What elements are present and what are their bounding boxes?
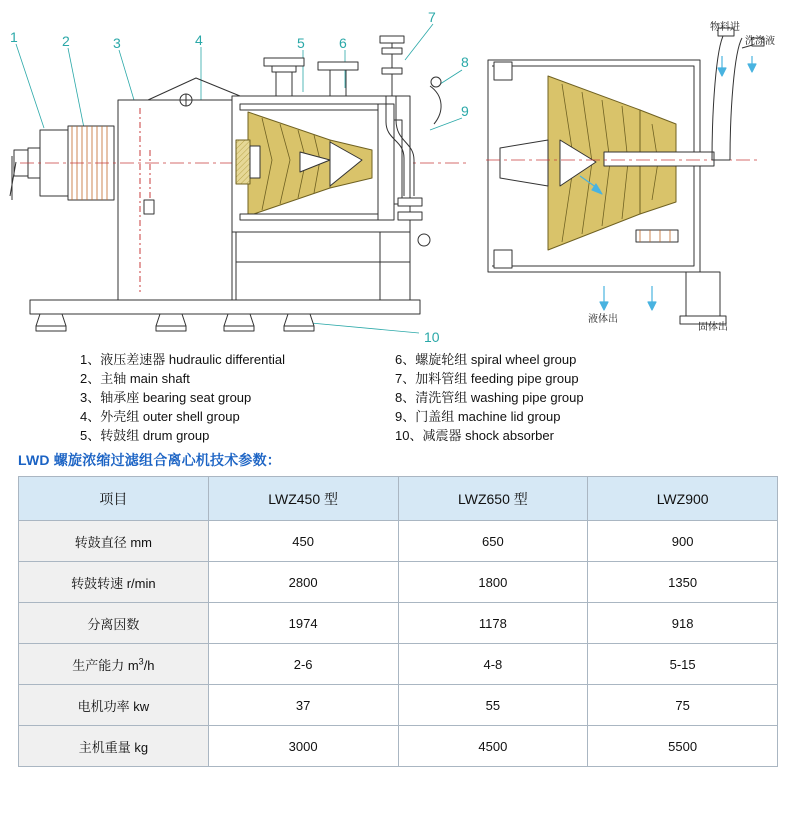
callout-number: 3 bbox=[113, 35, 121, 51]
spec-table bbox=[18, 476, 778, 767]
spec-table-wrapper bbox=[18, 476, 778, 767]
cell-value: 55 bbox=[398, 685, 588, 726]
callout-number: 10 bbox=[424, 329, 440, 345]
flow-label-liquid-out: 液体出 bbox=[588, 314, 618, 325]
legend-item: 1、液压差速器 hudraulic differential bbox=[80, 352, 285, 367]
callout-number: 1 bbox=[10, 29, 18, 45]
callout-number: 7 bbox=[428, 9, 436, 25]
table-row bbox=[19, 562, 778, 603]
column-header-lwz900: LWZ900 bbox=[588, 477, 778, 521]
table-header-row bbox=[19, 477, 778, 521]
column-header-lwz450: LWZ450 型 bbox=[208, 477, 398, 521]
table-row bbox=[19, 726, 778, 767]
machine-diagram bbox=[0, 0, 796, 350]
legend-item: 4、外壳组 outer shell group bbox=[80, 409, 240, 424]
cell-value: 37 bbox=[208, 685, 398, 726]
legend-item: 8、清洗管组 washing pipe group bbox=[395, 390, 584, 405]
cell-value: 1800 bbox=[398, 562, 588, 603]
cell-value: 1350 bbox=[588, 562, 778, 603]
row-label: 转鼓转速 r/min bbox=[19, 562, 209, 603]
row-label: 分离因数 bbox=[19, 603, 209, 644]
legend-item: 7、加料管组 feeding pipe group bbox=[395, 371, 579, 386]
column-header-lwz650: LWZ650 型 bbox=[398, 477, 588, 521]
callout-number: 4 bbox=[195, 32, 203, 48]
legend-item: 9、门盖组 machine lid group bbox=[395, 409, 561, 424]
legend-column-left bbox=[80, 350, 285, 445]
table-row bbox=[19, 521, 778, 562]
table-row bbox=[19, 685, 778, 726]
cell-value: 650 bbox=[398, 521, 588, 562]
legend-item: 10、减震器 shock absorber bbox=[395, 428, 554, 443]
cell-value: 918 bbox=[588, 603, 778, 644]
table-row bbox=[19, 603, 778, 644]
flow-label-material-in: 物料进 bbox=[710, 22, 740, 33]
cell-value: 900 bbox=[588, 521, 778, 562]
cell-value: 5-15 bbox=[588, 644, 778, 685]
row-label: 转鼓直径 mm bbox=[19, 521, 209, 562]
column-header-item: 项目 bbox=[19, 477, 209, 521]
legend-item: 2、主轴 main shaft bbox=[80, 371, 190, 386]
row-label-capacity: 生产能力 $m^3/h$ bbox=[19, 644, 209, 685]
cell-value: 75 bbox=[588, 685, 778, 726]
flow-label-wash-liquid: 洗涤液 bbox=[745, 36, 775, 47]
row-label: 电机功率 kw bbox=[19, 685, 209, 726]
cell-value: 2800 bbox=[208, 562, 398, 603]
parts-legend bbox=[0, 350, 796, 446]
spec-table-title: LWD 螺旋浓缩过滤组合离心机技术参数： bbox=[18, 452, 281, 468]
legend-item: 3、轴承座 bearing seat group bbox=[80, 390, 252, 405]
legend-column-right bbox=[395, 350, 584, 445]
table-row bbox=[19, 644, 778, 685]
cell-value: 2-6 bbox=[208, 644, 398, 685]
legend-item: 5、转鼓组 drum group bbox=[80, 428, 210, 443]
cell-value: 5500 bbox=[588, 726, 778, 767]
cell-value: 450 bbox=[208, 521, 398, 562]
cell-value: 4500 bbox=[398, 726, 588, 767]
legend-item: 6、螺旋轮组 spiral wheel group bbox=[395, 352, 577, 367]
cell-value: 4-8 bbox=[398, 644, 588, 685]
callout-number: 2 bbox=[62, 33, 70, 49]
diagram-drawing bbox=[0, 0, 796, 350]
cell-value: 3000 bbox=[208, 726, 398, 767]
row-label: 主机重量 kg bbox=[19, 726, 209, 767]
callout-number: 9 bbox=[461, 103, 469, 119]
cell-value: 1178 bbox=[398, 603, 588, 644]
callout-number: 5 bbox=[297, 35, 305, 51]
callout-number: 8 bbox=[461, 54, 469, 70]
cell-value: 1974 bbox=[208, 603, 398, 644]
flow-label-solid-out: 固体出 bbox=[698, 322, 728, 333]
callout-number: 6 bbox=[339, 35, 347, 51]
